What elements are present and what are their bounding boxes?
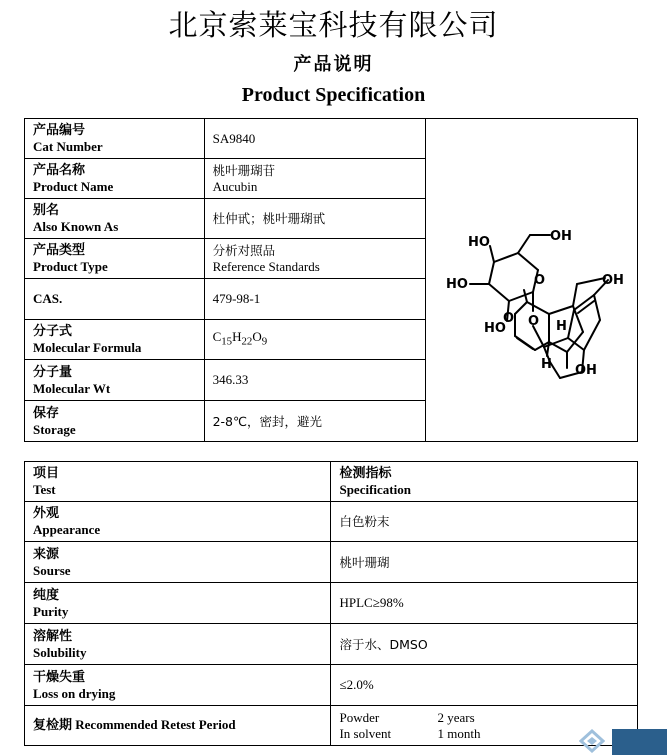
spec-value: 桃叶珊瑚 bbox=[339, 554, 390, 570]
spec-row-source bbox=[25, 542, 638, 583]
chemical-structure-lower bbox=[427, 270, 637, 390]
spec-row-loss-on-drying bbox=[25, 665, 638, 706]
label-cell bbox=[25, 360, 205, 401]
header-spec-en: Specification bbox=[339, 482, 411, 497]
label-en: Molecular Formula bbox=[33, 340, 142, 355]
label-en: Molecular Wt bbox=[33, 380, 111, 396]
spec-row-appearance bbox=[25, 502, 638, 542]
label-en: Product Type bbox=[33, 259, 108, 274]
label-en: Sourse bbox=[33, 562, 71, 578]
cat-number-value: SA9840 bbox=[212, 130, 256, 146]
label-cell bbox=[25, 706, 331, 746]
label-en: Appearance bbox=[33, 522, 101, 537]
formula-element: O bbox=[252, 329, 262, 345]
header-test-cn: 项目 bbox=[33, 466, 60, 481]
value-cell bbox=[204, 239, 425, 279]
header-spec-cn: 检测指标 bbox=[339, 466, 392, 481]
retest-line bbox=[339, 710, 637, 726]
structure-label: O bbox=[533, 273, 545, 288]
retest-form: Powder bbox=[339, 709, 380, 725]
label-cn: 干燥失重 bbox=[33, 669, 86, 685]
value-cell bbox=[204, 279, 425, 320]
watermark-logo-icon bbox=[579, 729, 605, 753]
label-cn: 外观 bbox=[33, 506, 60, 521]
label-cell bbox=[25, 502, 331, 542]
formula-subscript: 9 bbox=[261, 335, 268, 348]
label-cell bbox=[25, 279, 205, 320]
product-name-cn: 桃叶珊瑚苷 bbox=[212, 163, 276, 178]
document-title-cn: 产品说明 bbox=[293, 54, 374, 75]
corner-decoration bbox=[612, 729, 667, 755]
label-cn: 产品类型 bbox=[33, 243, 86, 258]
label-en: Product Name bbox=[33, 179, 114, 194]
spec-value: HPLC≥98% bbox=[339, 595, 404, 610]
value-cell bbox=[331, 624, 638, 665]
value-cell bbox=[331, 583, 638, 624]
product-type-cn: 分析对照品 bbox=[212, 243, 276, 258]
value-cell bbox=[331, 665, 638, 706]
structure-label: HO bbox=[445, 277, 468, 292]
label-en: Purity bbox=[33, 603, 69, 619]
formula-element: C bbox=[212, 329, 222, 345]
value-cell bbox=[331, 542, 638, 583]
formula-element: H bbox=[232, 329, 242, 345]
value-cell bbox=[204, 119, 425, 159]
value-cell bbox=[204, 199, 425, 239]
formula-subscript: 22 bbox=[241, 335, 253, 348]
spec-header-row bbox=[25, 462, 638, 502]
structure-label: HO bbox=[483, 321, 506, 336]
value-cell bbox=[204, 159, 425, 199]
label-cn: 保存 bbox=[33, 405, 60, 421]
document-title-en: Product Specification bbox=[241, 84, 426, 106]
storage-value: 2-8℃，密封，避光 bbox=[212, 413, 323, 429]
label-cn: 分子量 bbox=[33, 364, 73, 380]
label-cell bbox=[25, 239, 205, 279]
label-cell bbox=[25, 199, 205, 239]
label-cell bbox=[25, 665, 331, 706]
label-cn: 分子式 bbox=[33, 324, 73, 339]
spec-value: ≤2.0% bbox=[339, 677, 374, 692]
label-cn: 别名 bbox=[33, 203, 60, 218]
company-name: 北京索莱宝科技有限公司 bbox=[168, 8, 499, 42]
label-cn: 来源 bbox=[33, 546, 60, 562]
aka-value: 杜仲甙；桃叶珊瑚甙 bbox=[212, 211, 326, 226]
product-type-en: Reference Standards bbox=[212, 259, 320, 274]
structure-label: OH bbox=[549, 229, 572, 244]
label-en: Solubility bbox=[33, 644, 87, 660]
header-cell bbox=[25, 462, 331, 502]
row-cat-number bbox=[25, 119, 638, 159]
structure-label: O bbox=[527, 314, 539, 329]
structure-label: OH bbox=[575, 363, 597, 378]
formula-value bbox=[212, 329, 268, 348]
retest-period: 2 years bbox=[437, 709, 475, 725]
retest-form: In solvent bbox=[339, 725, 392, 741]
label-en: Cat Number bbox=[33, 139, 103, 154]
specification-table bbox=[24, 461, 638, 746]
label-cell bbox=[25, 401, 205, 442]
label-en: Loss on drying bbox=[33, 685, 116, 701]
label-en: Also Known As bbox=[33, 219, 119, 234]
header-cell bbox=[331, 462, 638, 502]
spec-value: 白色粉末 bbox=[339, 514, 390, 529]
mw-value: 346.33 bbox=[212, 372, 249, 387]
header-test-en: Test bbox=[33, 482, 56, 497]
spec-row-purity bbox=[25, 583, 638, 624]
label-en: Storage bbox=[33, 421, 76, 437]
product-name-en: Aucubin bbox=[212, 179, 258, 194]
label-cn: 纯度 bbox=[33, 587, 60, 603]
structure-label: OH bbox=[601, 273, 624, 288]
label-cn: 复检期 bbox=[33, 718, 73, 733]
structure-label: H bbox=[555, 319, 567, 334]
formula-subscript: 15 bbox=[221, 335, 233, 348]
label-cn: 产品编号 bbox=[33, 123, 86, 138]
label-cell bbox=[25, 159, 205, 199]
value-cell bbox=[331, 502, 638, 542]
structure-label: H bbox=[541, 357, 552, 372]
label-cn: 产品名称 bbox=[33, 163, 86, 178]
label-cell bbox=[25, 624, 331, 665]
cas-value: 479-98-1 bbox=[212, 291, 261, 306]
spec-value: 溶于水、DMSO bbox=[339, 636, 428, 652]
label-cell bbox=[25, 542, 331, 583]
structure-label: O bbox=[503, 311, 515, 326]
retest-period: 1 month bbox=[437, 725, 481, 741]
value-cell bbox=[204, 360, 425, 401]
value-cell bbox=[204, 320, 425, 360]
label-cell bbox=[25, 320, 205, 360]
label-cn: 溶解性 bbox=[33, 628, 73, 644]
label-en: Recommended Retest Period bbox=[75, 717, 236, 732]
value-cell bbox=[204, 401, 425, 442]
label-cell bbox=[25, 583, 331, 624]
label-en: CAS. bbox=[33, 291, 63, 306]
label-cell bbox=[25, 119, 205, 159]
spec-row-solubility bbox=[25, 624, 638, 665]
spec-row-retest bbox=[25, 706, 638, 746]
structure-label: HO bbox=[467, 235, 490, 250]
